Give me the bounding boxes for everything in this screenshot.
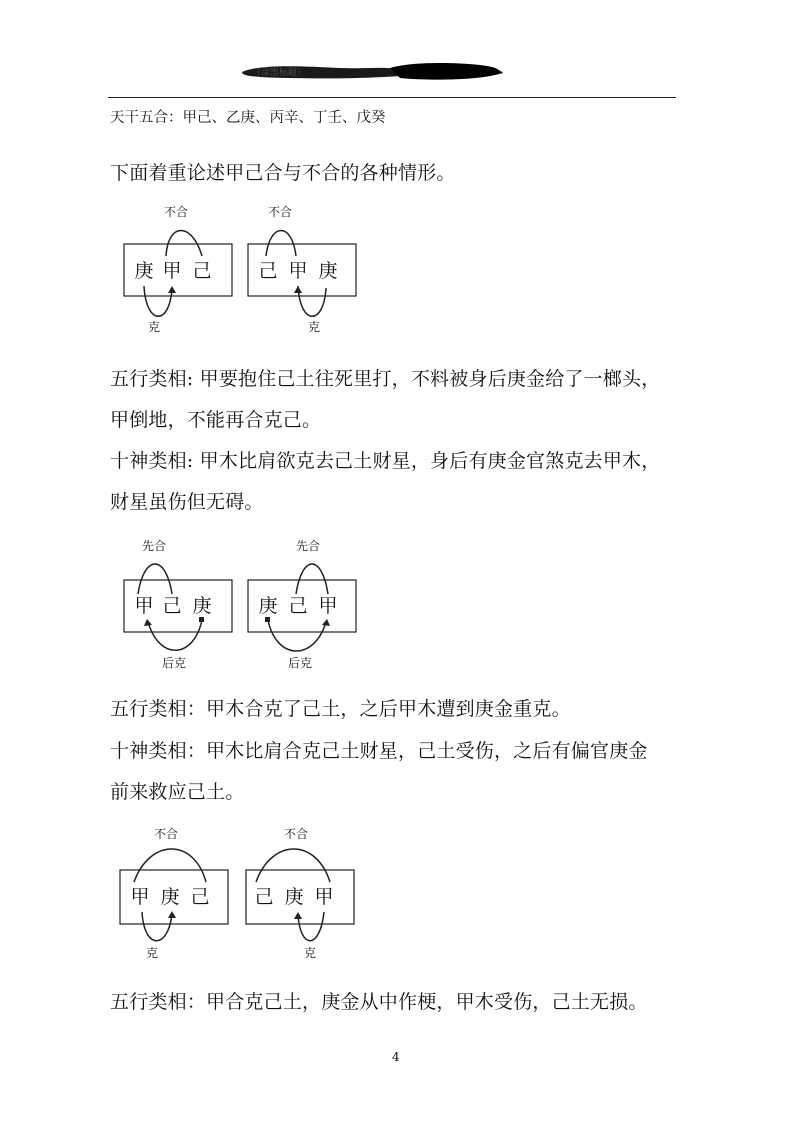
bottom-label: 克 bbox=[307, 320, 321, 334]
block1-line4: 财星虽伤但无碍。 bbox=[110, 491, 264, 513]
char-3: 甲 bbox=[318, 595, 338, 617]
block1-line3: 十神类相: 甲木比肩欲克去己土财星，身后有庚金官煞克去甲木， bbox=[110, 450, 661, 472]
bottom-label: 克 bbox=[303, 946, 317, 960]
header-rule bbox=[108, 97, 676, 98]
char-1: 庚 bbox=[134, 260, 154, 282]
diagram-row-2 bbox=[110, 532, 370, 676]
diagram-left bbox=[124, 204, 232, 334]
bottom-label: 后克 bbox=[287, 656, 313, 670]
char-1: 甲 bbox=[134, 595, 154, 617]
diagram-row-3 bbox=[110, 820, 370, 969]
char-2: 甲 bbox=[288, 260, 308, 282]
diagram-right bbox=[248, 204, 356, 334]
top-label: 先合 bbox=[295, 539, 321, 553]
block1-line2: 甲倒地，不能再合克己。 bbox=[110, 409, 322, 431]
top-label: 不合 bbox=[163, 205, 189, 219]
bottom-label: 后克 bbox=[161, 656, 187, 670]
top-label: 不合 bbox=[283, 827, 309, 841]
diagram-row-1 bbox=[110, 198, 370, 342]
char-3: 甲 bbox=[314, 886, 334, 908]
svg-text:（涂黑标题）: （涂黑标题） bbox=[252, 68, 307, 78]
intro-text: 下面着重论述甲己合与不合的各种情形。 bbox=[110, 162, 456, 184]
diagram-right bbox=[246, 826, 354, 960]
redacted-header-title bbox=[240, 60, 505, 82]
diagram-left bbox=[124, 538, 232, 670]
block1-line1: 五行类相: 甲要抱住己土往死里打，不料被身后庚金给了一榔头， bbox=[110, 368, 661, 390]
char-2: 庚 bbox=[284, 886, 304, 908]
char-3: 庚 bbox=[192, 595, 212, 617]
char-1: 己 bbox=[254, 886, 274, 908]
char-1: 己 bbox=[258, 260, 278, 282]
top-label: 不合 bbox=[267, 205, 293, 219]
char-3: 己 bbox=[192, 260, 212, 282]
page-number: 4 bbox=[392, 1050, 400, 1064]
diagram-right bbox=[248, 538, 356, 670]
block2-line1: 五行类相：甲木合克了己土，之后甲木遭到庚金重克。 bbox=[110, 698, 571, 720]
char-2: 甲 bbox=[162, 260, 182, 282]
char-3: 庚 bbox=[318, 260, 338, 282]
block2-line2: 十神类相：甲木比肩合克己土财星，己土受伤，之后有偏官庚金 bbox=[110, 740, 648, 762]
top-label: 不合 bbox=[153, 827, 179, 841]
bottom-label: 克 bbox=[145, 946, 159, 960]
block3-line1: 五行类相：甲合克己土，庚金从中作梗，甲木受伤，己土无损。 bbox=[110, 991, 648, 1013]
char-2: 庚 bbox=[160, 886, 180, 908]
top-label: 先合 bbox=[141, 539, 167, 553]
char-3: 己 bbox=[190, 886, 210, 908]
diagram-left bbox=[120, 826, 228, 960]
block2-line3: 前来救应己土。 bbox=[110, 781, 245, 803]
char-1: 甲 bbox=[130, 886, 150, 908]
char-1: 庚 bbox=[258, 595, 278, 617]
char-2: 己 bbox=[162, 595, 182, 617]
char-2: 己 bbox=[288, 595, 308, 617]
subtitle: 天干五合：甲己、乙庚、丙辛、丁壬、戊癸 bbox=[110, 110, 386, 126]
bottom-label: 克 bbox=[147, 320, 161, 334]
